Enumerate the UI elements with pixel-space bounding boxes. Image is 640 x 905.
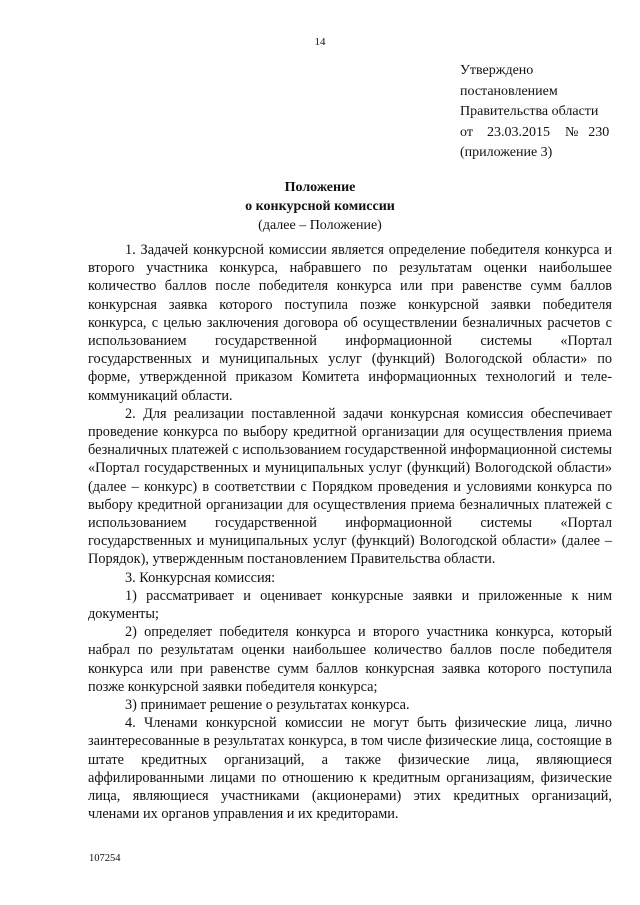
title-hereinafter: (далее – Положение) (258, 218, 382, 233)
document-body (88, 241, 612, 824)
document-code: 107254 (89, 853, 121, 864)
approval-stamp (460, 61, 630, 164)
approval-date: 23.03.2015 (486, 124, 550, 140)
paragraph-3: 3. Конкурсная комиссия: (125, 569, 276, 586)
paragraph-3-item-2: 2) определяет победителя конкурса и второго участника конкурса, который набрал по результатам оценки наибольшее количество баллов после победителя конкурса или при равенстве сумм баллов конкурсная заявка которого поступила позже конкурсной заявки победителя конкурса; (88, 624, 612, 695)
approval-line-government: Правительства области (460, 104, 599, 119)
document-title (0, 178, 640, 235)
approval-line-appendix: (приложение 3) (460, 145, 553, 160)
paragraph-3-item-1: 1) рассматривает и оценивает конкурсные заявки и приложенные к ним документы; (88, 587, 612, 623)
page-number: 14 (314, 36, 326, 48)
approval-line-resolution: постановлением (460, 83, 558, 99)
approval-line-date-number (460, 123, 630, 144)
paragraph-4: 4. Членами конкурсной комиссии не могут быть физические лица, лично заинтересованные в результатах конкурса, в том числе физические лица, состоящие в штате кредитных организаций, а также физические лица, являющиеся аффилированными лицами по отношению к кредитным организациям, физические лица, являющиеся участниками (акционерами) этих кредитных организаций, членами их органов управления и их кредиторами. (88, 715, 612, 823)
approval-from: от (460, 124, 473, 140)
approval-number: 230 (588, 124, 610, 140)
title-regulation: Положение (284, 180, 356, 195)
approval-line-approved: Утверждено (460, 63, 534, 78)
approval-number-sign: № (564, 124, 579, 140)
paragraph-1: 1. Задачей конкурсной комиссии является определение победителя конкурса и второго участника конкурса, набравшего по результатам оценки наибольшее количество баллов после победителя конкурса или при равенстве сумм баллов конкурсная заявка которого поступила позже конкурсной заявки победителя конкурса, с целью заключения договора об осуществлении безналичных расчетов с использованием государственной информационной системы «Портал государственных и муниципальных услуг (функций) Вологодской области» по форме, утвержденной приказом Комитета информационных технологий и телекоммуникаций области. (88, 242, 612, 404)
title-commission: о конкурсной комиссии (245, 199, 395, 214)
paragraph-3-item-3: 3) принимает решение о результатах конкурса. (125, 697, 410, 714)
paragraph-2: 2. Для реализации поставленной задачи конкурсная комиссия обеспечивает проведение конкурса по выбору кредитной организации для осуществления приема безналичных платежей с использованием государственной информационной системы «Портал государственных и муниципальных услуг (функций) Вологодской области» (далее – конкурс) в соответствии с Порядком проведения и условиями конкурса по выбору кредитной организации для осуществления приема безналичных платежей с использованием государственной информационной системы «Портал государственных и муниципальных услуг (функций) Вологодской области» (далее – Порядок), утвержденным постановлением Правительства области. (88, 405, 612, 568)
